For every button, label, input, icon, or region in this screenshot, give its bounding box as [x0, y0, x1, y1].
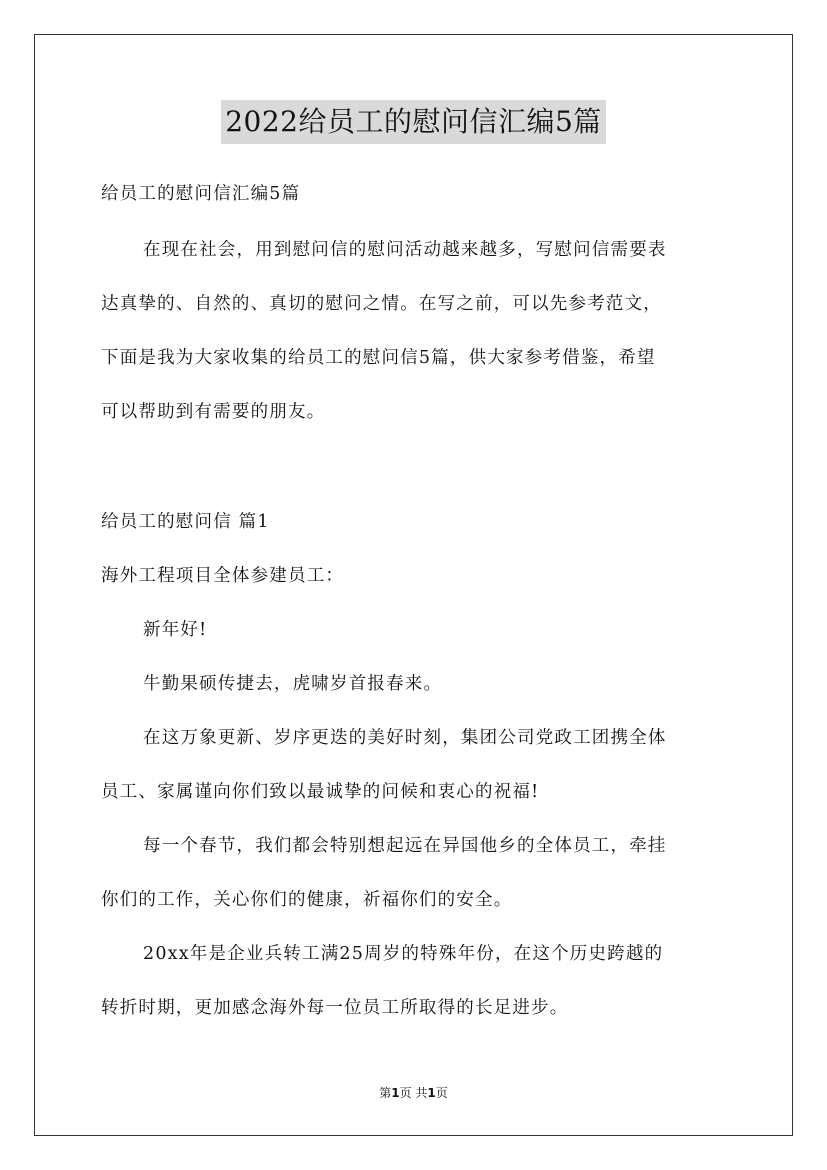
salutation: 海外工程项目全体参建员工： [101, 566, 345, 586]
paragraph-line: 每一个春节，我们都会特别想起远在异国他乡的全体员工，牵挂 [143, 836, 667, 856]
section-heading: 给员工的慰问信 篇1 [101, 512, 270, 532]
page-footer [0, 1084, 827, 1101]
spring-couplet: 牛勤果硕传捷去，虎啸岁首报春来。 [143, 674, 443, 694]
document-title: 2022给员工的慰问信汇编5篇 [221, 100, 606, 144]
paragraph-line: 在这万象更新、岁序更迭的美好时刻，集团公司党政工团携全体 [143, 728, 667, 748]
footer-prefix: 第 [379, 1086, 392, 1100]
title-wrap [0, 100, 827, 144]
intro-line: 在现在社会，用到慰问信的慰问活动越来越多，写慰问信需要表 [143, 240, 667, 260]
greeting: 新年好! [143, 620, 208, 640]
footer-page-total: 1 [427, 1086, 436, 1100]
paragraph-line: 你们的工作，关心你们的健康，祈福你们的安全。 [101, 890, 513, 910]
paragraph-line: 20xx年是企业兵转工满25周岁的特殊年份，在这个历史跨越的 [143, 944, 664, 964]
document-subtitle: 给员工的慰问信汇编5篇 [101, 184, 301, 204]
intro-line: 下面是我为大家收集的给员工的慰问信5篇，供大家参考借鉴，希望 [101, 348, 656, 368]
footer-suffix: 页 [435, 1086, 448, 1100]
paragraph-line: 员工、家属谨向你们致以最诚挚的问候和衷心的祝福! [101, 782, 540, 802]
paragraph-line: 转折时期，更加感念海外每一位员工所取得的长足进步。 [101, 998, 569, 1018]
footer-page-current: 1 [391, 1086, 400, 1100]
intro-line: 达真挚的、自然的、真切的慰问之情。在写之前，可以先参考范文， [101, 294, 662, 314]
footer-mid: 页 共 [399, 1086, 428, 1100]
intro-line: 可以帮助到有需要的朋友。 [101, 402, 326, 422]
